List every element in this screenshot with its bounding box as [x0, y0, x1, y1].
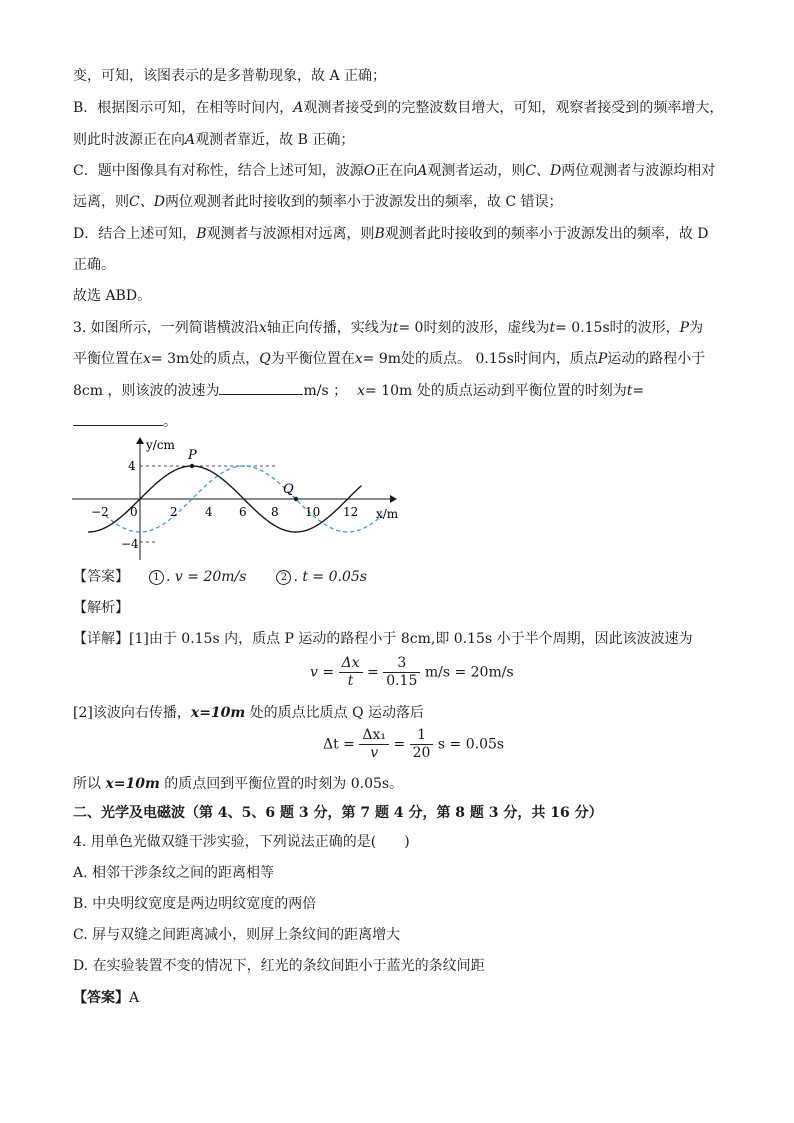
q3-line-4: 。	[73, 411, 177, 432]
q4-stem: 4. 用单色光做双缝干涉实验，下列说法正确的是( )	[73, 834, 410, 850]
detail-line-3: 所以 x=10m 的质点回到平衡位置的时刻为 0.05s。	[73, 776, 404, 792]
x-axis-label: x/m	[376, 507, 399, 521]
y-axis-label: y/cm	[146, 438, 175, 452]
y-tick-4: 4	[128, 459, 136, 473]
q4-option-d[interactable]: D. 在实验装置不变的情况下，红光的条纹间距小于蓝光的条纹间距	[73, 958, 485, 974]
answer-blank-2[interactable]	[73, 411, 163, 426]
text-line-3: 则此时波源正在向A观测者靠近，故 B 正确；	[73, 132, 355, 148]
equation-time: Δt = $\frac{\text{Δx₁}}{v}$ = $\frac{1}{20}$ s = 0.05s	[323, 727, 505, 761]
answer-num-1: 1	[149, 570, 164, 585]
x-tick-neg2: −2	[91, 505, 109, 519]
point-p	[190, 464, 194, 468]
text-line-5: 远离，则C、D两位观测者此时接收到的频率小于波源发出的频率，故 C 错误；	[73, 194, 563, 210]
x-tick-8: 8	[271, 505, 279, 519]
point-q-label: Q	[283, 482, 294, 497]
q4-option-c[interactable]: C. 屏与双缝之间距离减小，则屏上条纹间的距离增大	[73, 927, 401, 943]
q4-option-b[interactable]: B. 中央明纹宽度是两边明纹宽度的两倍	[73, 896, 317, 912]
q3-line-3: 8cm ，则该波的波速为 m/s ； x= 10m 处的质点运动到平衡位置的时刻为t=	[73, 380, 644, 401]
x-tick-0: 0	[130, 505, 138, 519]
point-p-label: P	[188, 448, 197, 463]
x-tick-10: 10	[305, 505, 321, 519]
q4-answer: 【答案】A	[73, 990, 140, 1006]
text-line-4: C．题中图像具有对称性，结合上述可知，波源O正在向A观测者运动，则C、D两位观测者与波源均相对	[73, 163, 716, 179]
detail-line-2: [2]该波向右传播，x=10m 处的质点比质点 Q 运动落后	[73, 705, 425, 721]
answer-blank-1[interactable]	[219, 380, 303, 395]
text-line-6: D．结合上述可知，B观测者与波源相对远离，则B观测者此时接收到的频率小于波源发出的频率，故 D	[73, 226, 709, 242]
text-line-2: B．根据图示可知，在相等时间内，A观测者接受到的完整波数目增大，可知，观察者接受到的频率增大，	[73, 100, 724, 116]
y-tick-neg4: −4	[121, 537, 139, 551]
text-line-7: 正确。	[73, 257, 115, 273]
q3-line-2: 平衡位置在x= 3m处的质点，Q为平衡位置在x= 9m处的质点。 0.15s时间内，质点P运动的路程小于	[73, 351, 706, 367]
x-tick-4: 4	[205, 505, 213, 519]
point-q	[294, 497, 298, 501]
wave-graph	[68, 432, 408, 567]
equation-velocity: v = $\frac{\Delta x}{t}$ = $\frac{3}{0.15}$ m/s = 20m/s	[310, 655, 514, 689]
x-tick-6: 6	[239, 505, 247, 519]
q4-option-a[interactable]: A. 相邻干涉条纹之间的距离相等	[73, 865, 275, 881]
analysis-tag: 【解析】	[73, 600, 129, 616]
x-tick-2: 2	[170, 505, 178, 519]
answer-num-2: 2	[276, 570, 291, 585]
answer-line: 【答案】 1 . v = 20m/s 2 . t = 0.05s	[73, 569, 367, 585]
detail-line-1: 【详解】[1]由于 0.15s 内，质点 P 运动的路程小于 8cm,即 0.15s 小于半个周期，因此该波波速为	[73, 631, 693, 647]
section-heading: 二、光学及电磁波（第 4、5、6 题 3 分，第 7 题 4 分，第 8 题 3 分，共 16 分）	[73, 805, 603, 821]
x-tick-12: 12	[343, 505, 359, 519]
text-line-1: 变，可知，该图表示的是多普勒现象，故 A 正确；	[73, 68, 387, 84]
q3-line-1: 3. 如图所示，一列简谐横波沿x轴正向传播，实线为t= 0时刻的波形，虚线为t= 0.15s时的波形，P为	[73, 320, 704, 336]
text-line-8: 故选 ABD。	[73, 288, 152, 304]
